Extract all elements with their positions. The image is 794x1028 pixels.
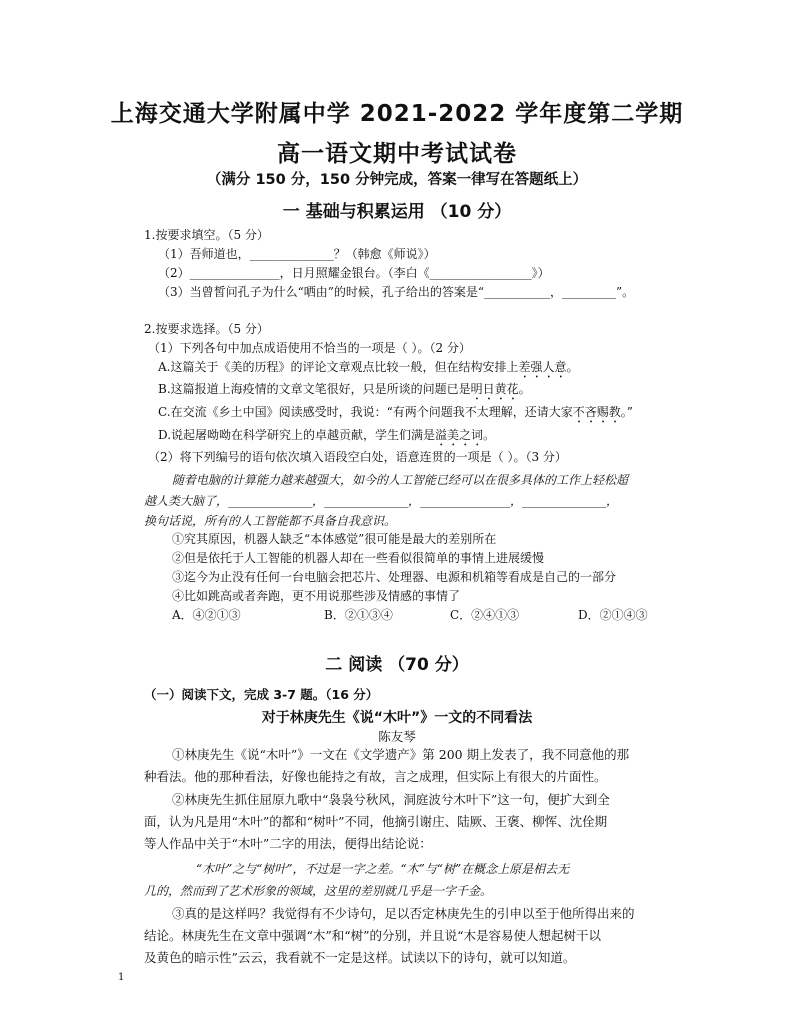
- dotted-idiom: 溢美之词: [435, 428, 484, 442]
- passage-line-3: 换句话说，所有的人工智能都不具备自我意识。: [144, 514, 397, 528]
- sentence-4: ④比如跳高或者奔跑，更不用说那些涉及情感的事情了: [172, 589, 461, 603]
- option-tail: 。: [566, 360, 579, 374]
- choice-c: C．②④①③: [450, 608, 520, 622]
- para2-line2: 面，认为凡是用“木叶”的都和“树叶”不同，他摘引谢庄、陆厥、王褒、柳恽、沈佺期: [144, 814, 608, 829]
- choice-a: A．④②①③: [172, 608, 241, 622]
- sentence-2: ②但是依托于人工智能的机器人却在一些看似很简单的事情上进展缓慢: [172, 551, 545, 565]
- dotted-idiom: 不吝赐教: [572, 405, 621, 419]
- para3-line3: 及黄色的暗示性”云云，我看就不一定是这样。试读以下的诗句，就可以知道。: [144, 950, 576, 965]
- page-number: 1: [118, 972, 125, 983]
- choice-d: D．②①④③: [578, 608, 648, 622]
- q1-item-2: （2）_______________，日月照耀金银台。（李白《_________________》）: [158, 266, 550, 280]
- option-text: D.说起屠呦呦在科学研究上的卓越贡献，学生们满是: [158, 428, 436, 442]
- section2-heading: 二 阅读 （70 分）: [325, 655, 469, 675]
- quote-line2: 几的，然而到了艺术形象的领域，这里的差别就几乎是一字千金。: [144, 884, 493, 898]
- passage-line-1: 随着电脑的计算能力越来越强大，如今的人工智能已经可以在很多具体的工作上轻松超: [172, 473, 629, 487]
- para1-line2: 种看法。他的那种看法，好像也能持之有故，言之成理，但实际上有很大的片面性。: [144, 769, 607, 784]
- option-text: A.这篇关于《美的历程》的评论文章观点比较一般，但在结构安排上: [158, 360, 519, 374]
- choice-b: B．②①③④: [324, 608, 393, 622]
- para3-line2: 结论。林庚先生在文章中强调“木”和“树”的分别，并且说“木是容易使人想起树干以: [144, 928, 601, 943]
- q1-item-3: （3）当曾皙问孔子为什么“哂由”的时候，孔子给出的答案是“___________，_________”。: [158, 285, 635, 299]
- para3-line1: ③真的是这样吗？我觉得有不少诗句，足以否定林庚先生的引申以至于他所得出来的: [172, 906, 635, 921]
- option-c: [158, 405, 633, 426]
- article-title: 对于林庚先生《说“木叶”》一文的不同看法: [261, 710, 533, 726]
- article-author: 陈友琴: [378, 729, 416, 744]
- option-tail: 。: [483, 428, 496, 442]
- exam-title: 上海交通大学附属中学 2021-2022 学年度第二学期: [110, 101, 684, 127]
- option-text: B.这篇报道上海疫情的文章文笔很好，只是所谈的问题已是: [158, 382, 471, 396]
- option-tail: 。: [518, 382, 531, 396]
- sentence-1: ①究其原因，机器人缺乏“本体感觉”很可能是最大的差别所在: [172, 532, 497, 546]
- q2-stem: 2.按要求选择。（5 分）: [144, 322, 269, 336]
- para2-line1: ②林庚先生抓住屈原九歌中“袅袅兮秋风，洞庭波兮木叶下”这一句，便扩大到全: [172, 792, 610, 807]
- q1-stem: 1.按要求填空。（5 分）: [144, 228, 269, 242]
- reading-subheading: （一）阅读下文，完成 3-7 题。（16 分）: [144, 687, 379, 702]
- dotted-idiom: 差强人意: [518, 360, 567, 374]
- option-tail: 。”: [620, 405, 633, 419]
- para2-line3: 等人作品中关于“木叶”二字的用法，便得出结论说：: [144, 836, 432, 851]
- sentence-3: ③迄今为止没有任何一台电脑会把芯片、处理器、电源和机箱等看成是自己的一部分: [172, 570, 617, 584]
- exam-note: （满分 150 分，150 分钟完成，答案一律写在答题纸上）: [206, 172, 588, 188]
- q1-item-1: （1）吾师道也，______________？（韩愈《师说》）: [158, 247, 436, 261]
- quote-line1: “木叶”之与“树叶”，不过是一字之差。“木”与“树”在概念上原是相去无: [196, 862, 570, 876]
- option-b: [158, 382, 531, 403]
- section1-heading: 一 基础与积累运用 （10 分）: [282, 202, 512, 222]
- option-d: [158, 428, 495, 449]
- option-a: [158, 360, 579, 381]
- q2-part1-stem: （1）下列各句中加点成语使用不恰当的一项是（ ）。（2 分）: [148, 341, 471, 355]
- option-text: C.在交流《乡土中国》阅读感受时，我说：“有两个问题我不太理解，还请大家: [158, 405, 573, 419]
- para1-line1: ①林庚先生《说“木叶”》一文在《文学遗产》第 200 期上发表了，我不同意他的那: [172, 747, 630, 762]
- dotted-idiom: 明日黄花: [470, 382, 519, 396]
- exam-subtitle: 高一语文期中考试试卷: [277, 141, 517, 167]
- passage-line-2: 越人类大脑了，______________，______________，_______________，______________，: [144, 494, 619, 508]
- q2-part2-stem: （2）将下列编号的语句依次填入语段空白处，语意连贯的一项是（ ）。（3 分）: [148, 450, 567, 464]
